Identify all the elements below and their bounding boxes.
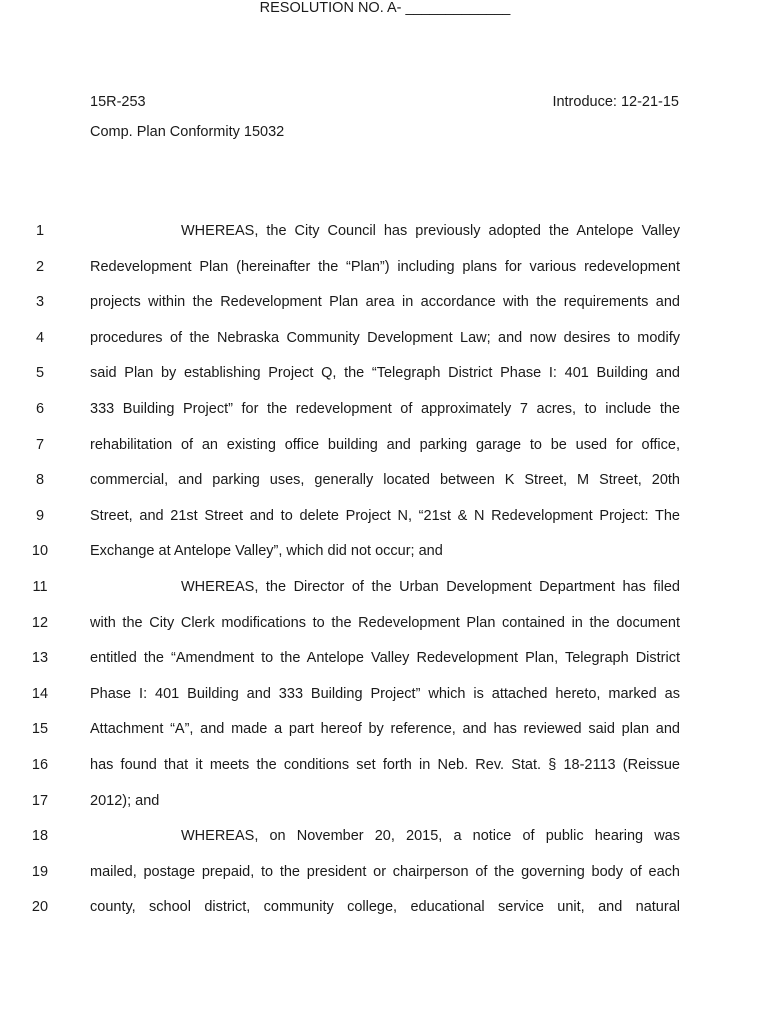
document-line — [0, 508, 770, 528]
line-number: 13 — [31, 650, 49, 667]
line-text: 333 Building Project” for the redevelopment of approximately 7 acres, to include the — [90, 401, 680, 417]
line-number: 10 — [31, 543, 49, 560]
document-line — [0, 365, 770, 385]
document-line — [0, 401, 770, 421]
document-line — [0, 615, 770, 635]
line-text: WHEREAS, the City Council has previously adopted the Antelope Valley — [181, 223, 680, 239]
line-text: procedures of the Nebraska Community Development Law; and now desires to modify — [90, 329, 680, 346]
line-text: WHEREAS, the Director of the Urban Development Department has filed — [181, 579, 680, 595]
line-number: 5 — [35, 365, 45, 382]
resolution-title: RESOLUTION NO. A- _____________ — [259, 0, 511, 16]
document-line — [0, 650, 770, 670]
line-number: 15 — [31, 721, 49, 738]
line-text: with the City Clerk modifications to the Redevelopment Plan contained in the document — [90, 614, 680, 631]
line-number: 20 — [31, 899, 49, 916]
document-line — [0, 294, 770, 314]
line-text: commercial, and parking uses, generally located between K Street, M Street, 20th — [90, 472, 680, 489]
document-line — [0, 686, 770, 706]
introduce-date: Introduce: 12-21-15 — [552, 94, 679, 110]
line-text: projects within the Redevelopment Plan area in accordance with the requirements and — [90, 294, 680, 311]
document-line — [0, 899, 770, 919]
line-number: 4 — [35, 329, 45, 346]
line-text: mailed, postage prepaid, to the president or chairperson of the governing body of each — [90, 863, 680, 880]
line-text: entitled the “Amendment to the Antelope Valley Redevelopment Plan, Telegraph District — [90, 650, 680, 667]
line-text: Exchange at Antelope Valley”, which did not occur; and — [90, 543, 443, 560]
document-line — [0, 721, 770, 741]
document-id: 15R-253 — [90, 94, 146, 110]
line-text: Phase I: 401 Building and 333 Building Project” which is attached hereto, marked as — [90, 685, 680, 702]
line-text: Street, and 21st Street and to delete Project N, “21st & N Redevelopment Project: The — [90, 507, 680, 524]
line-text: rehabilitation of an existing office building and parking garage to be used for office, — [90, 436, 680, 453]
line-text: county, school district, community college, educational service unit, and natural — [90, 899, 680, 916]
line-number: 12 — [31, 614, 49, 631]
line-text: has found that it meets the conditions set forth in Neb. Rev. Stat. § 18-2113 (Reissue — [90, 757, 680, 773]
line-number: 7 — [35, 436, 45, 453]
comp-plan-conformity: Comp. Plan Conformity 15032 — [90, 124, 285, 140]
document-line — [0, 259, 770, 279]
line-number: 18 — [31, 828, 49, 845]
line-number: 11 — [32, 579, 48, 595]
line-text: WHEREAS, on November 20, 2015, a notice of public hearing was — [181, 828, 680, 845]
document-line — [0, 579, 770, 599]
line-number: 6 — [35, 401, 45, 417]
document-line — [0, 543, 770, 563]
line-number: 8 — [35, 472, 45, 489]
line-text: 2012); and — [90, 792, 160, 809]
line-number: 9 — [35, 507, 45, 524]
document-line — [0, 472, 770, 492]
line-number: 19 — [31, 863, 49, 880]
line-number: 1 — [35, 223, 45, 239]
document-line — [0, 757, 770, 777]
document-line — [0, 828, 770, 848]
line-text: Attachment “A”, and made a part hereof by reference, and has reviewed said plan and — [90, 721, 680, 738]
document-line — [0, 330, 770, 350]
document-line — [0, 793, 770, 813]
document-line — [0, 437, 770, 457]
line-number: 3 — [35, 294, 45, 311]
document-line — [0, 223, 770, 243]
line-text: said Plan by establishing Project Q, the “Telegraph District Phase I: 401 Building and — [90, 365, 680, 382]
line-number: 17 — [31, 792, 49, 809]
document-line — [0, 864, 770, 884]
line-text: Redevelopment Plan (hereinafter the “Plan”) including plans for various redevelopment — [90, 258, 680, 275]
line-number: 2 — [35, 258, 45, 275]
line-number: 14 — [31, 685, 49, 702]
line-number: 16 — [31, 757, 49, 773]
